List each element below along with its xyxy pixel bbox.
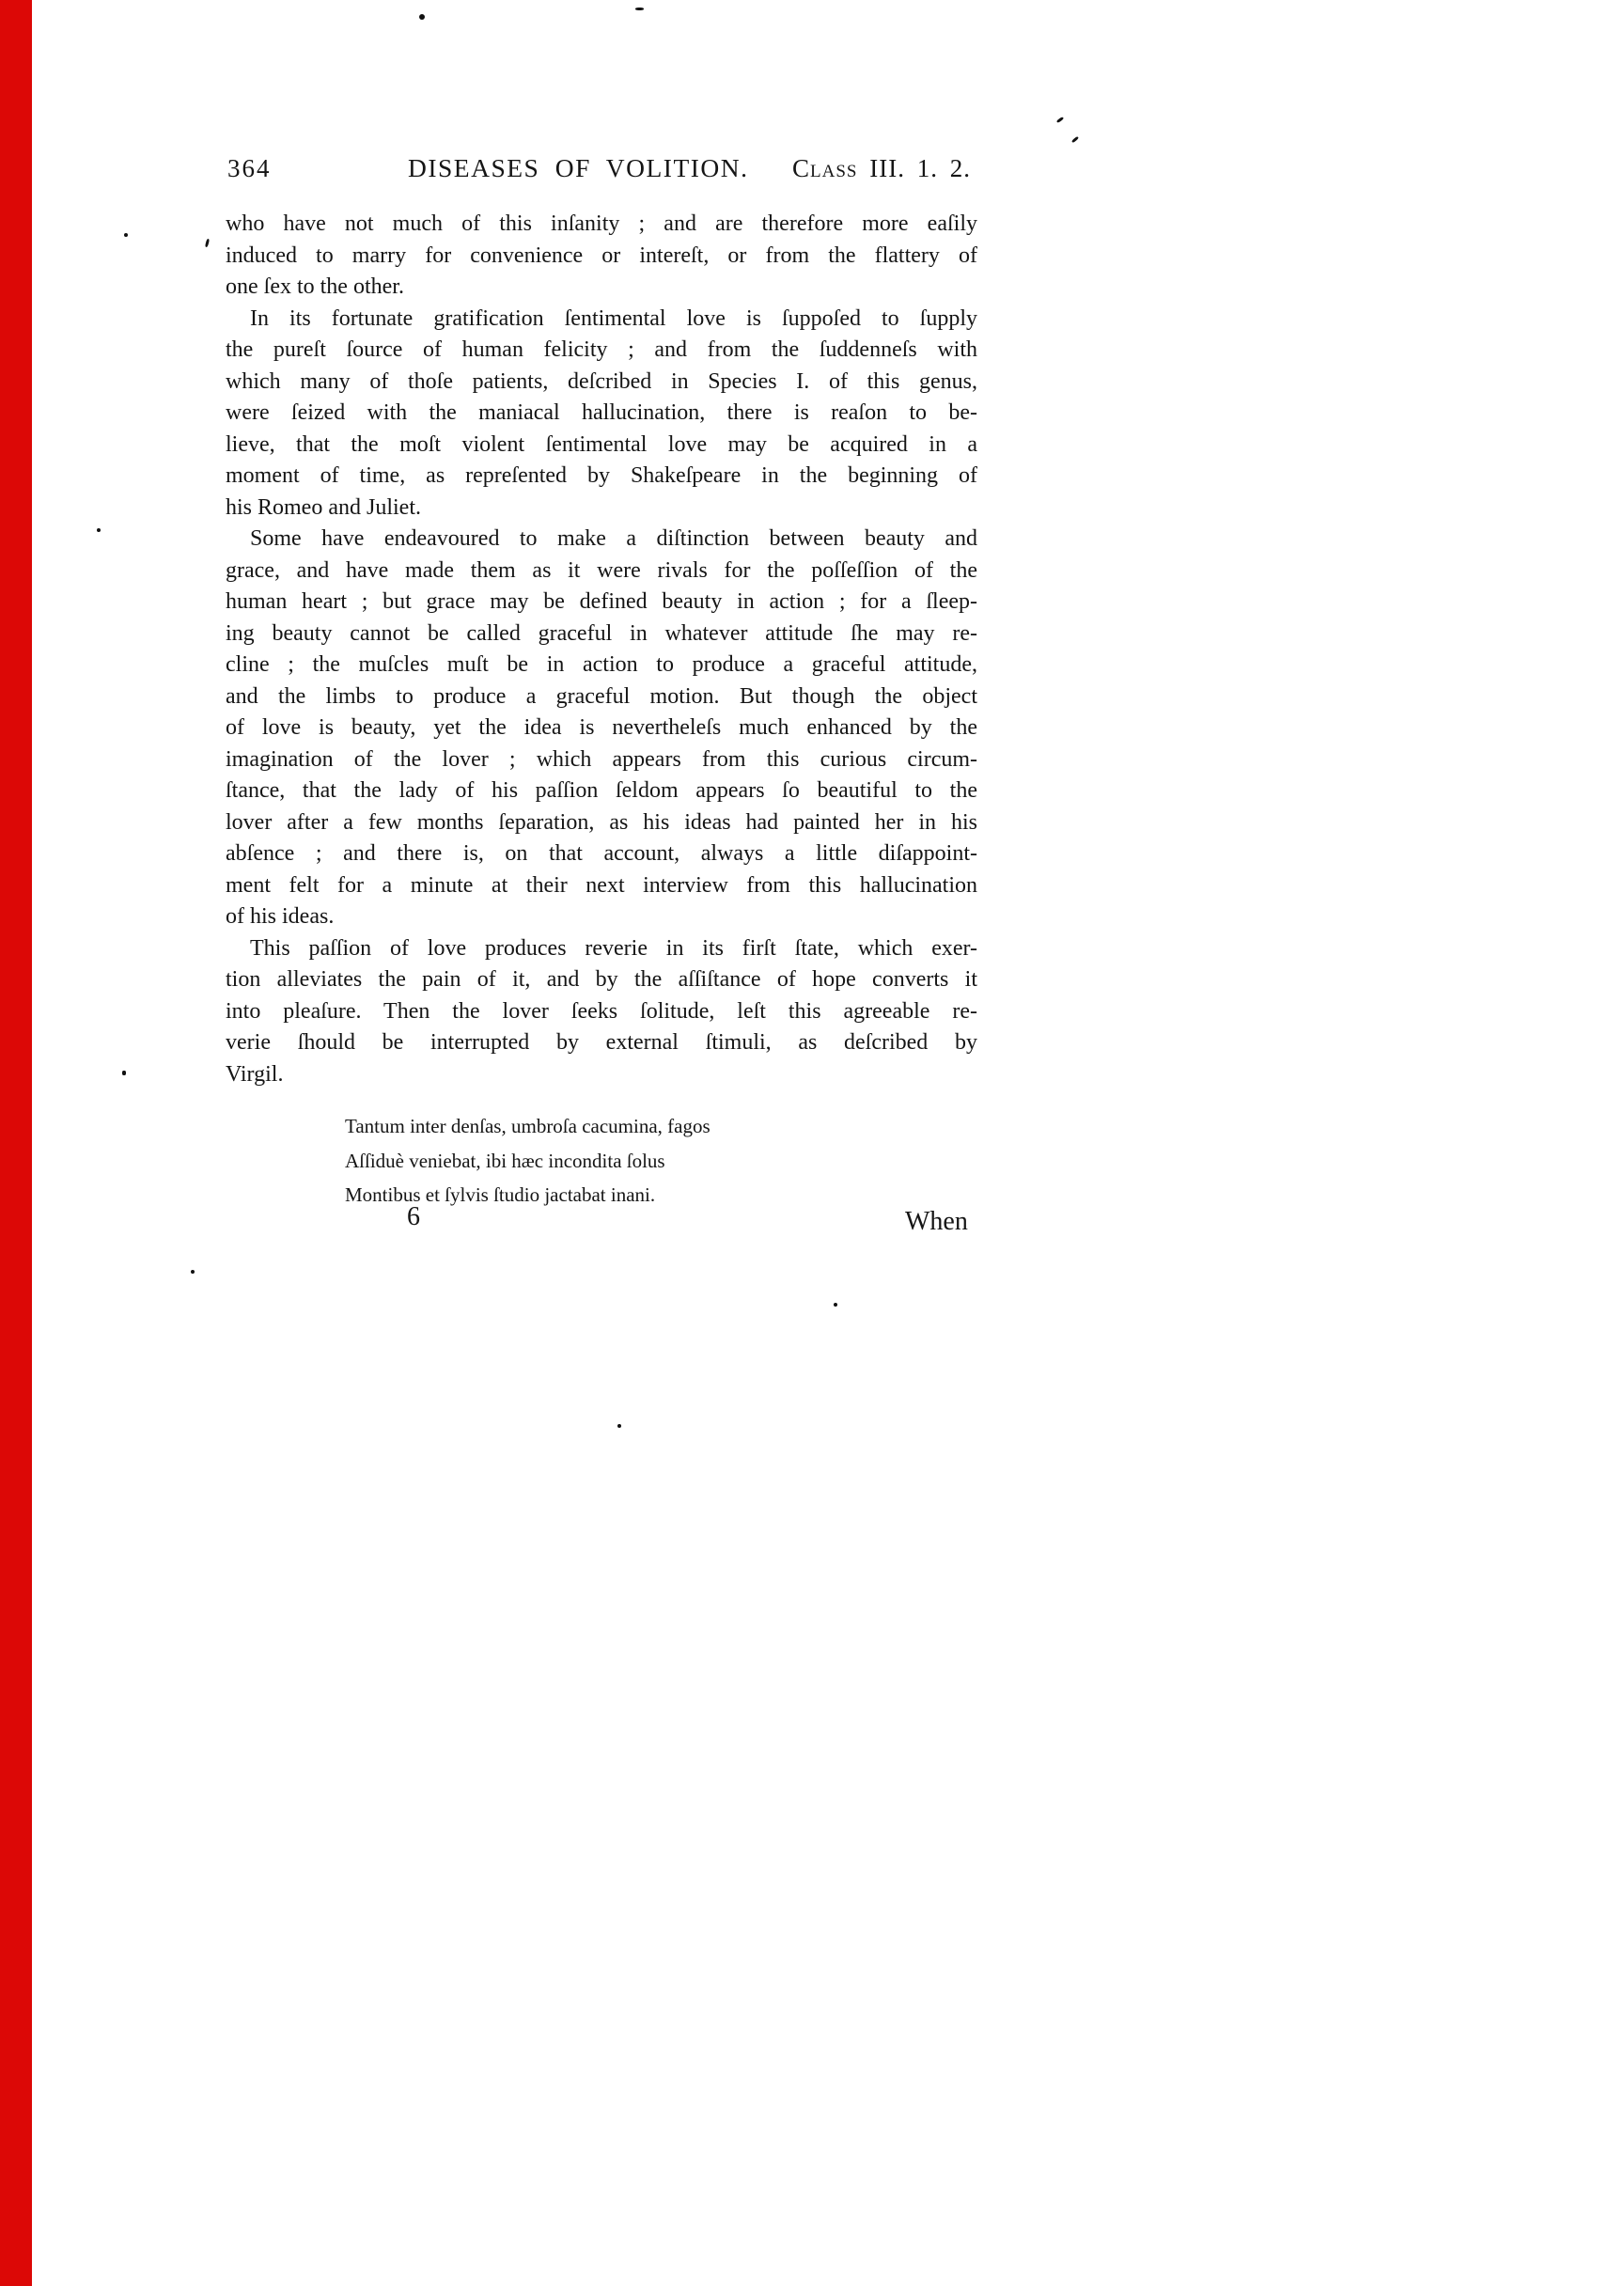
text-line: lover after a few months ſeparation, as his ideas had painted her in his: [226, 809, 977, 835]
text-line: the pureſt ſource of human felicity ; and from the ſuddenneſs with: [226, 337, 977, 362]
running-header-title: DISEASES OF VOLITION.: [408, 153, 749, 182]
text-line: which many of thoſe patients, deſcribed in Species I. of this genus,: [226, 368, 977, 394]
text-line: tion alleviates the pain of it, and by the aſſiſtance of hope converts it: [226, 967, 977, 992]
text-line: of his ideas.: [226, 904, 335, 929]
scan-edge-strip: [0, 0, 32, 2286]
text-line: verie ſhould be interrupted by external ſtimuli, as deſcribed by: [226, 1030, 977, 1055]
text-line: Some have endeavoured to make a diſtinction between beauty and: [250, 526, 977, 551]
text-line: cline ; the muſcles muſt be in action to produce a graceful attitude,: [226, 652, 977, 677]
scan-speck: [419, 14, 425, 20]
verse-line: Montibus et ſylvis ſtudio jactabat inani.: [345, 1183, 656, 1206]
text-line: human heart ; but grace may be defined beauty in action ; for a ſleep-: [226, 589, 977, 614]
text-line: imagination of the lover ; which appears from this curious circum-: [226, 746, 977, 772]
text-line: who have not much of this inſanity ; and are therefore more eaſily: [226, 211, 977, 236]
scan-speck: [834, 1303, 837, 1307]
running-header-class: Class III. 1. 2.: [792, 154, 971, 182]
scan-speck: [1071, 136, 1079, 143]
text-line: and the limbs to produce a graceful motion. But though the object: [226, 683, 977, 709]
text-line: ſtance, that the lady of his paſſion ſeldom appears ſo beautiful to the: [226, 778, 977, 803]
text-line: In its fortunate gratification ſentimental love is ſuppoſed to ſupply: [250, 305, 977, 331]
text-line: Virgil.: [226, 1061, 284, 1087]
scan-speck: [191, 1270, 195, 1274]
text-line: induced to marry for convenience or intereſt, or from the flattery of: [226, 243, 977, 268]
page-number-top: 364: [227, 154, 272, 182]
catchword: When: [905, 1207, 968, 1236]
text-line: abſence ; and there is, on that account, always a little diſappoint-: [226, 841, 977, 866]
verse-line: Tantum inter denſas, umbroſa cacumina, fagos: [345, 1115, 710, 1137]
text-line: ment felt for a minute at their next interview from this hallucination: [226, 872, 977, 898]
scan-speck: [617, 1424, 621, 1428]
body-text: [226, 209, 977, 1090]
text-line: This paſſion of love produces reverie in its firſt ſtate, which exer-: [250, 935, 977, 961]
text-line: his Romeo and Juliet.: [226, 494, 421, 520]
scan-speck: [205, 239, 210, 247]
text-line: moment of time, as repreſented by Shakeſpeare in the beginning of: [226, 463, 977, 488]
scan-speck: [124, 233, 128, 237]
text-line: lieve, that the moſt violent ſentimental love may be acquired in a: [226, 431, 977, 457]
scan-speck: [1056, 117, 1064, 123]
text-line: into pleaſure. Then the lover ſeeks ſolitude, leſt this agreeable re-: [226, 998, 977, 1024]
scan-speck: [635, 8, 644, 10]
text-line: one ſex to the other.: [226, 274, 404, 299]
verse-line: Aſſiduè veniebat, ibi hæc incondita ſolus: [345, 1149, 665, 1172]
scan-speck: [122, 1071, 126, 1075]
text-line: were ſeized with the maniacal hallucination, there is reaſon to be-: [226, 400, 977, 425]
text-line: grace, and have made them as it were rivals for the poſſeſſion of the: [226, 557, 977, 583]
text-line: of love is beauty, yet the idea is nevertheleſs much enhanced by the: [226, 715, 977, 740]
verse-quote: [345, 1109, 710, 1213]
page-number-bottom: 6: [407, 1202, 420, 1231]
text-line: ing beauty cannot be called graceful in whatever attitude ſhe may re-: [226, 620, 977, 646]
scan-speck: [97, 528, 101, 532]
